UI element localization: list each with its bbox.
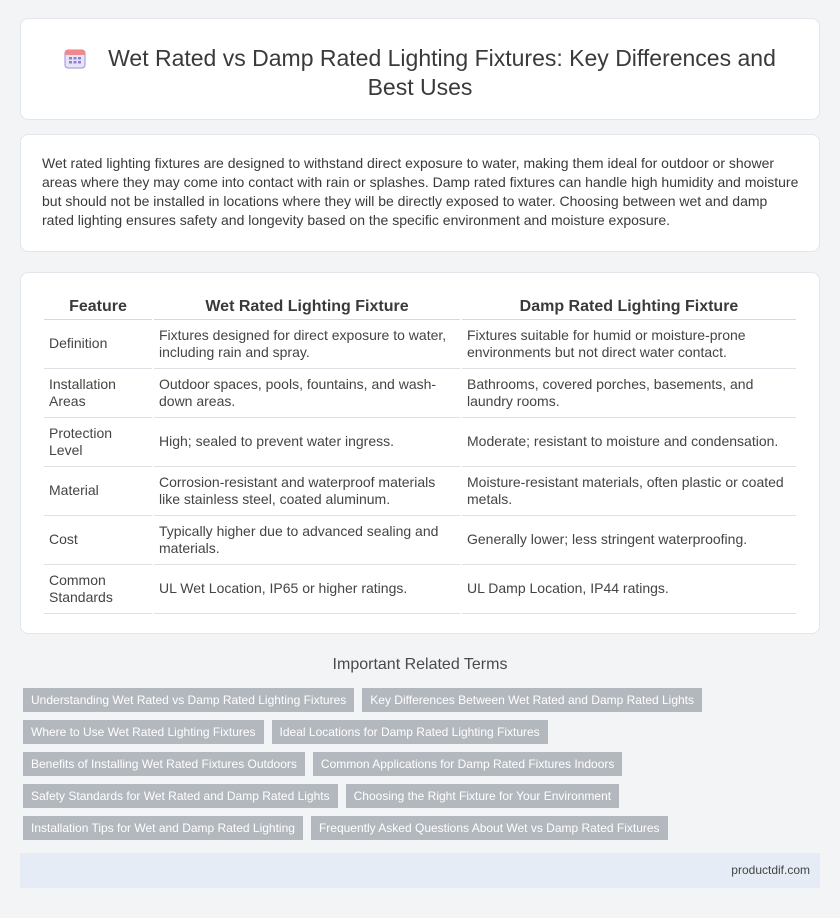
feature-cell: Cost bbox=[44, 516, 152, 565]
table-row bbox=[44, 418, 796, 467]
related-terms-title: Important Related Terms bbox=[332, 656, 508, 673]
damp-cell: Bathrooms, covered porches, basements, and laundry rooms. bbox=[462, 369, 796, 418]
column-header-feature: Feature bbox=[44, 294, 152, 320]
damp-cell: UL Damp Location, IP44 ratings. bbox=[462, 565, 796, 614]
footer-source: productdif.com bbox=[731, 863, 810, 877]
related-term-link[interactable]: Choosing the Right Fixture for Your Environment bbox=[346, 784, 619, 808]
comparison-table bbox=[42, 294, 798, 614]
column-header-damp: Damp Rated Lighting Fixture bbox=[462, 294, 796, 320]
comparison-table-card bbox=[20, 272, 820, 634]
table-row bbox=[44, 516, 796, 565]
wet-cell: Outdoor spaces, pools, fountains, and wash-down areas. bbox=[154, 369, 460, 418]
page-title-text: Wet Rated vs Damp Rated Lighting Fixtures: Key Differences and Best Uses bbox=[108, 45, 776, 100]
damp-cell: Moderate; resistant to moisture and condensation. bbox=[462, 418, 796, 467]
feature-cell: Definition bbox=[44, 320, 152, 369]
related-term-link[interactable]: Where to Use Wet Rated Lighting Fixtures bbox=[23, 720, 264, 744]
related-term-link[interactable]: Safety Standards for Wet Rated and Damp Rated Lights bbox=[23, 784, 338, 808]
table-row bbox=[44, 320, 796, 369]
related-term-link[interactable]: Installation Tips for Wet and Damp Rated Lighting bbox=[23, 816, 303, 840]
header-card bbox=[20, 18, 820, 120]
related-term-link[interactable]: Ideal Locations for Damp Rated Lighting Fixtures bbox=[272, 720, 548, 744]
damp-cell: Generally lower; less stringent waterproofing. bbox=[462, 516, 796, 565]
table-row bbox=[44, 467, 796, 516]
wet-cell: UL Wet Location, IP65 or higher ratings. bbox=[154, 565, 460, 614]
related-term-link[interactable]: Benefits of Installing Wet Rated Fixtures Outdoors bbox=[23, 752, 305, 776]
feature-cell: Installation Areas bbox=[44, 369, 152, 418]
calendar-icon bbox=[64, 47, 86, 69]
related-term-link[interactable]: Key Differences Between Wet Rated and Damp Rated Lights bbox=[362, 688, 702, 712]
table-header-row bbox=[44, 294, 796, 320]
related-terms-row bbox=[23, 720, 548, 744]
table-row bbox=[44, 369, 796, 418]
column-header-wet: Wet Rated Lighting Fixture bbox=[154, 294, 460, 320]
feature-cell: Common Standards bbox=[44, 565, 152, 614]
related-term-link[interactable]: Understanding Wet Rated vs Damp Rated Lighting Fixtures bbox=[23, 688, 354, 712]
wet-cell: Corrosion-resistant and waterproof materials like stainless steel, coated aluminum. bbox=[154, 467, 460, 516]
feature-cell: Material bbox=[44, 467, 152, 516]
wet-cell: Typically higher due to advanced sealing and materials. bbox=[154, 516, 460, 565]
intro-paragraph: Wet rated lighting fixtures are designed to withstand direct exposure to water, making them ideal for outdoor or shower areas where they may come into contact with rain or splashes. Damp rated fixtures can handle high humidity and moisture but should not be installed in locations where they will be directly exposed to water. Choosing between wet and damp rated lighting ensures safety and longevity based on the specific environment and moisture exposure. bbox=[42, 155, 799, 228]
related-terms-row bbox=[23, 752, 622, 776]
damp-cell: Moisture-resistant materials, often plastic or coated metals. bbox=[462, 467, 796, 516]
related-term-link[interactable]: Common Applications for Damp Rated Fixtures Indoors bbox=[313, 752, 622, 776]
wet-cell: High; sealed to prevent water ingress. bbox=[154, 418, 460, 467]
wet-cell: Fixtures designed for direct exposure to water, including rain and spray. bbox=[154, 320, 460, 369]
related-terms-row bbox=[23, 816, 668, 840]
related-terms-row bbox=[23, 688, 702, 712]
related-terms-row bbox=[23, 784, 619, 808]
table-row bbox=[44, 565, 796, 614]
intro-card bbox=[20, 134, 820, 252]
related-term-link[interactable]: Frequently Asked Questions About Wet vs Damp Rated Fixtures bbox=[311, 816, 668, 840]
page-title bbox=[61, 44, 779, 102]
damp-cell: Fixtures suitable for humid or moisture-prone environments but not direct water contact. bbox=[462, 320, 796, 369]
feature-cell: Protection Level bbox=[44, 418, 152, 467]
footer bbox=[20, 853, 820, 888]
